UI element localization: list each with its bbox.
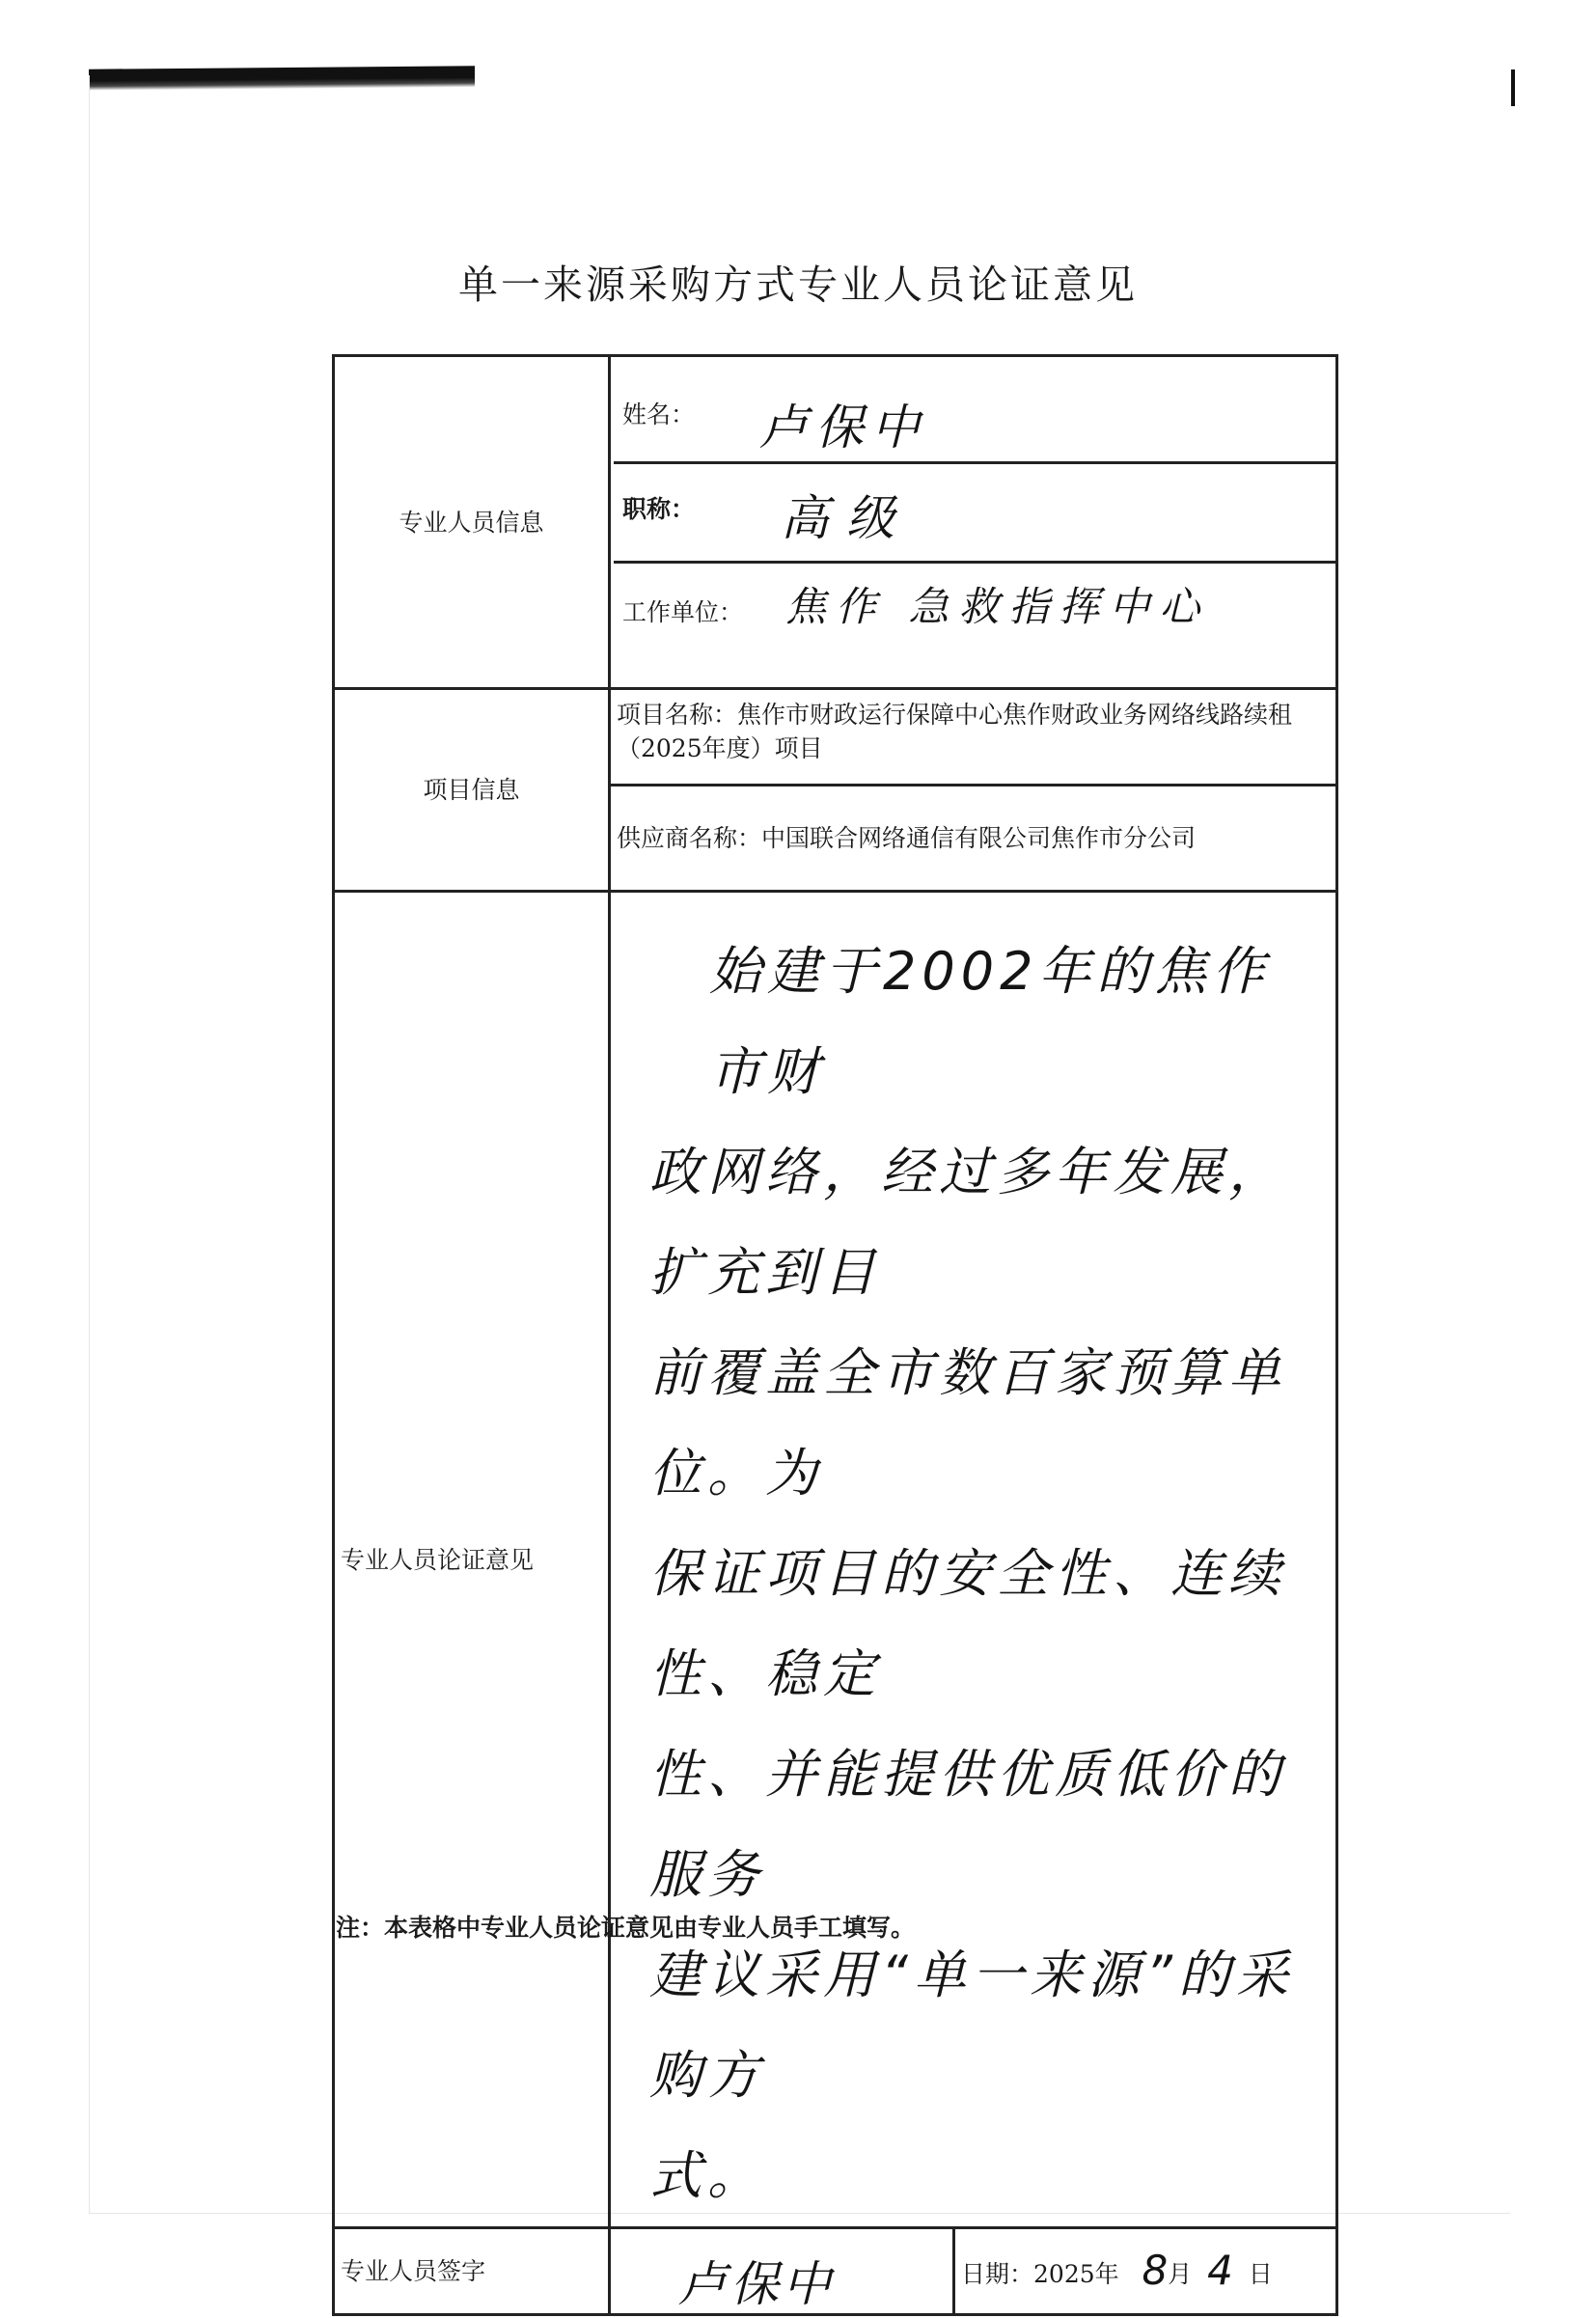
opinion-line: 前覆盖全市数百家预算单位。为: [649, 1342, 1286, 1504]
supplier-value: 中国联合网络通信有限公司焦作市分公司: [761, 824, 1197, 852]
unit-handwritten: 焦作 急救指挥中心: [785, 583, 1210, 630]
title-label: 职称：: [622, 495, 696, 523]
project-info-label: 项目信息: [334, 689, 610, 892]
opinion-label: 专业人员论证意见: [334, 892, 610, 2228]
divider: [614, 461, 1338, 464]
opinion-line: 建议采用“单一来源”的采购方: [649, 1945, 1294, 2106]
project-name-cell: [610, 689, 1337, 786]
opinion-handwritten: [610, 892, 1337, 2228]
date-month-handwritten: 8: [1142, 2247, 1169, 2295]
opinion-form-table: [332, 354, 1338, 2316]
opinion-row: [334, 892, 1337, 2228]
handwritten-signature: 卢保中: [678, 2256, 835, 2312]
name-label: 姓名：: [622, 400, 696, 428]
supplier-label: 供应商名称：: [617, 824, 762, 852]
supplier-cell: [610, 786, 1337, 892]
signature-label: 专业人员签字: [334, 2228, 610, 2315]
personnel-row: [334, 356, 1337, 689]
project-name-row: [334, 689, 1337, 786]
opinion-line: 始建于2002年的焦作市财: [709, 941, 1271, 1102]
date-month-unit: 月: [1168, 2260, 1193, 2289]
footnote: 注：本表格中专业人员论证意见由专业人员手工填写。: [336, 1914, 916, 1942]
project-name-value: 焦作市财政运行保障中心焦作财政业务网络线路续租（2025年度）项目: [617, 701, 1293, 762]
divider: [614, 561, 1338, 564]
date-cell: [954, 2228, 1337, 2315]
date-day-handwritten: 4: [1207, 2247, 1233, 2295]
opinion-line: 政网络，经过多年发展，扩充到目: [649, 1142, 1286, 1303]
date-label: 日期：: [961, 2260, 1034, 2289]
name-handwritten: 卢保中: [759, 400, 927, 455]
opinion-line: 性、并能提供优质低价的服务: [649, 1744, 1286, 1905]
opinion-line: 保证项目的安全性、连续性、稳定: [649, 1543, 1286, 1704]
date-day-unit: 日: [1248, 2260, 1273, 2289]
opinion-line: 式。: [649, 2145, 765, 2206]
scan-edge-mark: [1511, 69, 1515, 106]
personnel-fields: [610, 356, 1337, 689]
date-year: 2025年: [1033, 2260, 1119, 2289]
signature-cell: [610, 2228, 954, 2315]
signature-row: [334, 2228, 1337, 2315]
title-handwritten: 高级: [781, 490, 912, 546]
unit-label: 工作单位：: [622, 598, 744, 626]
document-title: 单一来源采购方式专业人员论证意见: [458, 262, 1138, 308]
project-name-label: 项目名称：: [617, 701, 738, 729]
personnel-info-label: 专业人员信息: [334, 356, 610, 689]
